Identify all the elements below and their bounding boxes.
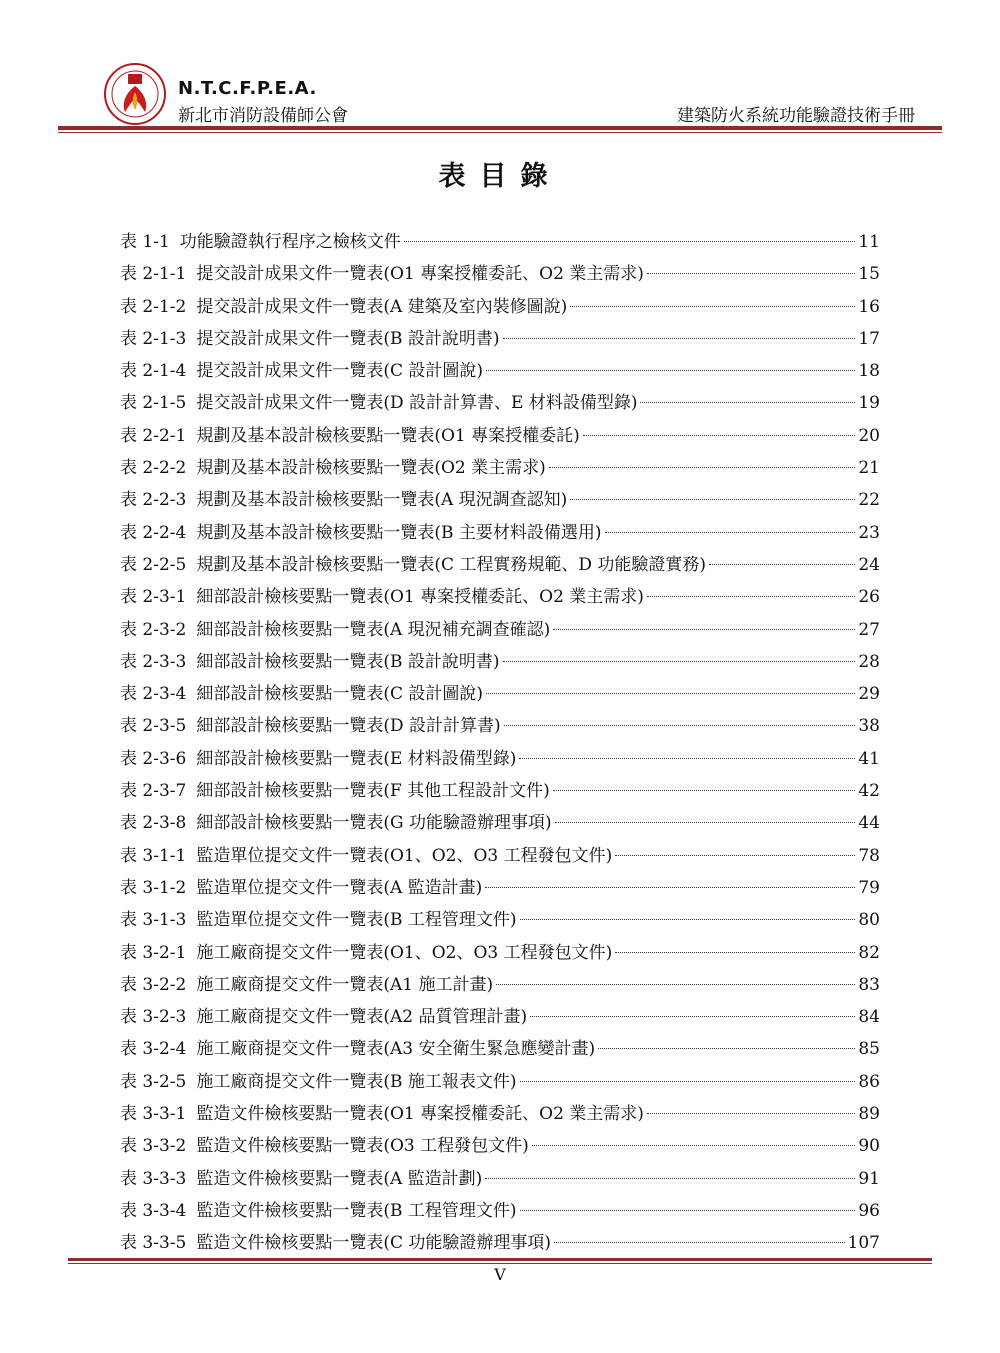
toc-entry-title: 施工廠商提交文件一覽表(A2 品質管理計畫) <box>196 1007 528 1028</box>
toc-entry-title: 監造單位提交文件一覽表(A 監造計畫) <box>196 877 483 898</box>
toc-entry-number: 表 3-3-3 <box>120 1168 187 1189</box>
toc-dot-leader <box>554 1242 845 1243</box>
toc-entry-number: 表 2-2-2 <box>120 458 187 479</box>
org-name: 新北市消防設備師公會 <box>178 106 348 126</box>
association-seal-icon <box>103 62 167 126</box>
toc-entry-number: 表 3-2-3 <box>120 1007 187 1028</box>
toc-dot-leader <box>615 855 855 856</box>
toc-entry[interactable] <box>120 387 880 419</box>
toc-entry-page: 44 <box>858 813 880 834</box>
toc-dot-leader <box>570 306 855 307</box>
toc-entry[interactable] <box>120 1066 880 1098</box>
toc-entry-number: 表 3-3-2 <box>120 1136 187 1157</box>
toc-entry-number: 表 2-1-3 <box>120 328 187 349</box>
table-of-tables <box>120 226 880 1260</box>
toc-dot-leader <box>553 629 855 630</box>
toc-dot-leader <box>570 499 855 500</box>
toc-entry-title: 細部設計檢核要點一覽表(G 功能驗證辦理事項) <box>196 813 552 834</box>
toc-entry[interactable] <box>120 1098 880 1130</box>
toc-entry[interactable] <box>120 678 880 710</box>
toc-entry-page: 85 <box>858 1039 880 1060</box>
header-divider-thin <box>58 132 942 133</box>
toc-entry-page: 107 <box>847 1233 880 1254</box>
toc-dot-leader <box>485 887 855 888</box>
toc-entry-title: 功能驗證執行程序之檢核文件 <box>179 232 401 252</box>
toc-entry-title: 細部設計檢核要點一覽表(B 設計說明書) <box>196 651 500 672</box>
toc-entry-title: 規劃及基本設計檢核要點一覽表(B 主要材料設備選用) <box>196 522 602 543</box>
toc-entry-number: 表 2-1-2 <box>120 296 187 317</box>
toc-entry-number: 表 3-3-5 <box>120 1233 187 1254</box>
toc-entry[interactable] <box>120 1130 880 1162</box>
toc-entry-number: 表 2-1-4 <box>120 361 187 382</box>
toc-dot-leader <box>503 338 856 339</box>
toc-entry-number: 表 2-2-5 <box>120 554 187 575</box>
toc-entry[interactable] <box>120 323 880 355</box>
toc-entry[interactable] <box>120 872 880 904</box>
toc-entry-page: 90 <box>858 1136 880 1157</box>
toc-entry-page: 29 <box>858 684 880 705</box>
manual-title: 建築防火系統功能驗證技術手冊 <box>677 106 915 126</box>
toc-entry[interactable] <box>120 1163 880 1195</box>
toc-dot-leader <box>647 273 855 274</box>
toc-dot-leader <box>647 596 855 597</box>
page-header <box>0 0 1000 140</box>
toc-dot-leader <box>530 1016 855 1017</box>
toc-entry-number: 表 2-2-3 <box>120 490 187 511</box>
toc-entry-number: 表 2-3-6 <box>120 748 187 769</box>
header-divider <box>58 126 942 130</box>
toc-entry-title: 細部設計檢核要點一覽表(E 材料設備型錄) <box>196 748 517 769</box>
toc-entry-title: 監造單位提交文件一覽表(B 工程管理文件) <box>196 910 517 931</box>
toc-entry-title: 監造文件檢核要點一覽表(B 工程管理文件) <box>196 1200 517 1221</box>
toc-entry-title: 細部設計檢核要點一覽表(C 設計圖說) <box>196 684 484 705</box>
toc-dot-leader <box>486 693 855 694</box>
toc-entry-page: 16 <box>858 296 880 317</box>
toc-entry-page: 80 <box>858 910 880 931</box>
toc-entry-title: 規劃及基本設計檢核要點一覽表(O1 專案授權委託) <box>196 425 580 446</box>
toc-entry[interactable] <box>120 355 880 387</box>
toc-entry-page: 89 <box>858 1104 880 1125</box>
toc-entry-number: 表 2-2-1 <box>120 425 187 446</box>
toc-dot-leader <box>549 467 856 468</box>
toc-entry-number: 表 3-2-4 <box>120 1039 187 1060</box>
toc-entry[interactable] <box>120 807 880 839</box>
toc-entry-title: 提交設計成果文件一覽表(B 設計說明書) <box>196 328 500 349</box>
toc-entry-page: 84 <box>858 1007 880 1028</box>
toc-entry-page: 19 <box>858 393 880 414</box>
toc-entry-title: 細部設計檢核要點一覽表(F 其他工程設計文件) <box>196 781 550 802</box>
toc-dot-leader <box>520 1081 856 1082</box>
toc-entry[interactable] <box>120 226 880 258</box>
toc-entry[interactable] <box>120 452 880 484</box>
toc-entry-title: 施工廠商提交文件一覽表(B 施工報表文件) <box>196 1071 517 1092</box>
toc-entry[interactable] <box>120 614 880 646</box>
toc-entry-page: 15 <box>858 264 880 285</box>
toc-entry-title: 施工廠商提交文件一覽表(A3 安全衛生緊急應變計畫) <box>196 1039 596 1060</box>
toc-entry-number: 表 3-3-1 <box>120 1104 187 1125</box>
toc-entry[interactable] <box>120 840 880 872</box>
toc-entry-page: 11 <box>858 232 880 252</box>
toc-entry-title: 提交設計成果文件一覽表(A 建築及室內裝修圖說) <box>196 296 568 317</box>
toc-entry-number: 表 3-1-2 <box>120 877 187 898</box>
toc-entry-number: 表 3-3-4 <box>120 1200 187 1221</box>
toc-entry-page: 78 <box>858 845 880 866</box>
toc-entry-page: 22 <box>858 490 880 511</box>
toc-dot-leader <box>640 402 855 403</box>
toc-dot-leader <box>709 564 855 565</box>
toc-entry-page: 28 <box>858 651 880 672</box>
toc-dot-leader <box>504 725 856 726</box>
toc-entry[interactable] <box>120 549 880 581</box>
toc-entry-number: 表 3-1-3 <box>120 910 187 931</box>
toc-entry[interactable] <box>120 484 880 516</box>
toc-entry[interactable] <box>120 710 880 742</box>
toc-entry-number: 表 3-1-1 <box>120 845 187 866</box>
toc-entry-title: 監造單位提交文件一覽表(O1、O2、O3 工程發包文件) <box>196 845 613 866</box>
toc-entry-number: 表 3-2-1 <box>120 942 187 963</box>
toc-entry-title: 規劃及基本設計檢核要點一覽表(C 工程實務規範、D 功能驗證實務) <box>196 554 707 575</box>
toc-entry[interactable] <box>120 1001 880 1033</box>
toc-entry[interactable] <box>120 775 880 807</box>
toc-entry[interactable] <box>120 1227 880 1259</box>
toc-entry[interactable] <box>120 969 880 1001</box>
toc-entry-number: 表 2-1-1 <box>120 264 187 285</box>
toc-entry-number: 表 1-1 <box>120 232 170 252</box>
toc-dot-leader <box>503 661 856 662</box>
toc-entry-number: 表 2-3-8 <box>120 813 187 834</box>
toc-entry-number: 表 2-3-1 <box>120 587 187 608</box>
toc-entry-page: 86 <box>858 1071 880 1092</box>
toc-entry-title: 提交設計成果文件一覽表(O1 專案授權委託、O2 業主需求) <box>196 264 644 285</box>
toc-entry-page: 42 <box>858 781 880 802</box>
toc-entry[interactable] <box>120 937 880 969</box>
toc-entry-number: 表 2-2-4 <box>120 522 187 543</box>
toc-entry[interactable] <box>120 743 880 775</box>
toc-entry-title: 規劃及基本設計檢核要點一覽表(A 現況調查認知) <box>196 490 568 511</box>
toc-entry-title: 施工廠商提交文件一覽表(O1、O2、O3 工程發包文件) <box>196 942 613 963</box>
toc-dot-leader <box>583 435 856 436</box>
toc-dot-leader <box>520 919 856 920</box>
toc-entry-page: 38 <box>858 716 880 737</box>
toc-entry-page: 17 <box>858 328 880 349</box>
toc-entry[interactable] <box>120 646 880 678</box>
toc-entry-page: 18 <box>858 361 880 382</box>
toc-entry-page: 82 <box>858 942 880 963</box>
toc-entry-title: 施工廠商提交文件一覽表(A1 施工計畫) <box>196 974 494 995</box>
toc-dot-leader <box>532 1145 856 1146</box>
toc-dot-leader <box>485 1178 855 1179</box>
toc-entry[interactable] <box>120 904 880 936</box>
toc-entry-title: 監造文件檢核要點一覽表(O3 工程發包文件) <box>196 1136 529 1157</box>
toc-entry[interactable] <box>120 291 880 323</box>
toc-entry-number: 表 2-3-2 <box>120 619 187 640</box>
toc-entry-title: 細部設計檢核要點一覽表(D 設計計算書) <box>196 716 501 737</box>
toc-entry-number: 表 2-3-3 <box>120 651 187 672</box>
toc-entry-page: 23 <box>858 522 880 543</box>
toc-dot-leader <box>647 1113 855 1114</box>
toc-entry-title: 提交設計成果文件一覽表(D 設計計算書、E 材料設備型錄) <box>196 393 638 414</box>
toc-entry-page: 91 <box>858 1168 880 1189</box>
footer-divider-thin <box>68 1263 932 1264</box>
toc-entry-title: 監造文件檢核要點一覽表(A 監造計劃) <box>196 1168 483 1189</box>
toc-entry-number: 表 2-3-4 <box>120 684 187 705</box>
toc-entry-page: 83 <box>858 974 880 995</box>
toc-entry-title: 監造文件檢核要點一覽表(C 功能驗證辦理事項) <box>196 1233 552 1254</box>
toc-entry-title: 細部設計檢核要點一覽表(A 現況補充調查確認) <box>196 619 551 640</box>
toc-entry-title: 規劃及基本設計檢核要點一覽表(O2 業主需求) <box>196 458 546 479</box>
toc-entry-number: 表 3-2-2 <box>120 974 187 995</box>
toc-entry-title: 監造文件檢核要點一覽表(O1 專案授權委託、O2 業主需求) <box>196 1104 644 1125</box>
page-title: 表目錄 <box>438 161 562 192</box>
toc-entry[interactable] <box>120 420 880 452</box>
toc-entry[interactable] <box>120 258 880 290</box>
toc-dot-leader <box>605 532 856 533</box>
toc-entry-title: 提交設計成果文件一覽表(C 設計圖說) <box>196 361 484 382</box>
page-number: V <box>494 1265 506 1284</box>
toc-entry[interactable] <box>120 517 880 549</box>
toc-entry-number: 表 2-3-7 <box>120 781 187 802</box>
toc-dot-leader <box>486 370 855 371</box>
toc-entry-title: 細部設計檢核要點一覽表(O1 專案授權委託、O2 業主需求) <box>196 587 644 608</box>
toc-entry-number: 表 3-2-5 <box>120 1071 187 1092</box>
toc-dot-leader <box>553 790 856 791</box>
toc-entry-page: 21 <box>858 458 880 479</box>
org-abbreviation: N.T.C.F.P.E.A. <box>178 78 317 99</box>
toc-entry-page: 96 <box>858 1200 880 1221</box>
toc-dot-leader <box>496 984 855 985</box>
toc-dot-leader <box>519 758 855 759</box>
toc-dot-leader <box>555 822 856 823</box>
toc-dot-leader <box>615 952 855 953</box>
toc-dot-leader <box>520 1210 856 1211</box>
toc-entry[interactable] <box>120 581 880 613</box>
toc-entry-page: 79 <box>858 877 880 898</box>
toc-entry-page: 27 <box>858 619 880 640</box>
toc-entry-number: 表 2-3-5 <box>120 716 187 737</box>
toc-dot-leader <box>598 1048 855 1049</box>
toc-entry-page: 24 <box>858 554 880 575</box>
toc-entry-number: 表 2-1-5 <box>120 393 187 414</box>
toc-entry-page: 20 <box>858 425 880 446</box>
toc-dot-leader <box>404 241 856 242</box>
toc-entry[interactable] <box>120 1195 880 1227</box>
toc-entry-page: 26 <box>858 587 880 608</box>
footer-divider <box>68 1258 932 1261</box>
toc-entry-page: 41 <box>858 748 880 769</box>
toc-entry[interactable] <box>120 1033 880 1065</box>
